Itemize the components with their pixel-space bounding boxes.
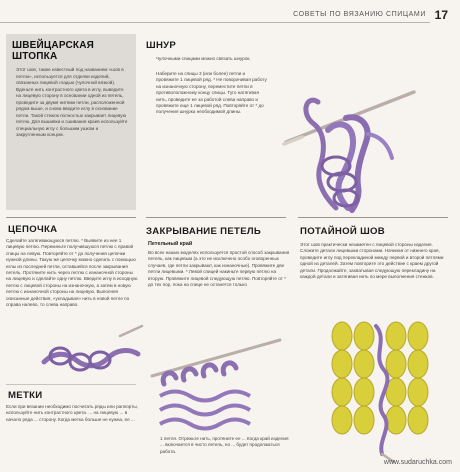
chain-text: Сделайте затягивающуюся петлю. * Выявите из нее 1 лицевую петлю. Перекиньте получившуюся петлю с правой спицы на левую. Повторяйте от * до получения цепочки нужной длины. Такую же цепочку можно сделать с помощью иглы из последней петли, оставшейся после закрывания петель. Протяните нить через петлю с изнаночной стороны на лицевую и сделайте одну петлю. Введите иглу в исходную петлю с лицевой стороны на изнаночную, а затем в новую петлю с изнаночной стороны на лицевую. Выполняя описанные действия, «укладывая» нить в новой петле по справа налево, то слева направо.: [6, 238, 138, 308]
binding-off-text-bottom: 1 петля. Отрежьте нить, протяните ее ... Когда край изделия ... включается в чисто петель, но ... будет продолжаться работа.: [160, 436, 289, 454]
cord-intro: Чулочными спицами можно связать шнурок.: [156, 56, 251, 61]
cord-title: ШНУР: [146, 40, 177, 51]
page-number: 17: [434, 8, 448, 22]
section-rule: [298, 217, 448, 218]
swiss-darn-box: [6, 34, 136, 210]
swiss-darn-text: Этот шов, также известный под названием «шов в петлю», используется для отделки изделий, связанных лицевой гладью (чулочной вязкой). Вденьте нить контрастного цвета в иглу, выведите на лицевую сторону в основании одной из петель, проведите за двумя нитями петли, расположенной рядом выше, и снова введите иглу в основание петли. Такой стежок полностью закрывает лицевую петлю. Для вышивки и сшивания краев используйте специальную иглу с большим ушком и закругленным концом.: [16, 67, 128, 137]
section-rule: [146, 217, 286, 218]
markers-title: МЕТКИ: [8, 390, 43, 401]
chain-illustration: [36, 322, 146, 382]
running-header: СОВЕТЫ ПО ВЯЗАНИЮ СПИЦАМИ: [293, 11, 426, 18]
mattress-stitch-illustration: [318, 316, 448, 466]
mattress-stitch-title: ПОТАЙНОЙ ШОВ: [300, 226, 386, 237]
chain-title: ЦЕПОЧКА: [8, 224, 58, 235]
swiss-darn-title: ШВЕЙЦАРСКАЯ ШТОПКА: [12, 40, 95, 62]
cord-text: Наберите на спицы 3 (или более) петли и провяжите 1 лицевой ряд. * Не поворачивая работу на изнаночную сторону, переместите петли в противоположному концу спицы. Туго натягивая нить, проведите ее за работой слева направо и провяжите еще 1 лицевой ряд. Повторяйте от * до получения шнурка необходимой длины.: [156, 71, 267, 115]
cord-illustration: [276, 74, 426, 214]
mattress-stitch-text: Этот шов практически незаметен с лицевой стороны изделия. Сложите детали лицевыми сторонами. Начиная от нижнего края, проведите иглу под перекладиной между первой и второй петлями одной из деталей. Затем повторите это действие с краем другой детали. Продолжайте, захватывая следующую перекладину на каждой детали и затягивая нить по мере выполнения стежков.: [300, 242, 444, 280]
binding-off-text: Во всех наших моделях используется простой способ закрывания петель, как лицевым (а это не исключено особо оговоренных случаев, где петли закрывают, как изнаночные). Провяжите две петли лицевыми. * Левой спицей накиньте первую петлю на вторую. Провяжите лицевой следующую петлю. Повторяйте от * до тех пор, пока на спице не останется только: [148, 250, 290, 288]
markers-text: Если при вязании необходимо посчитать ряды или раппорты, используйте нить контрастного цвета. ... на лицевую ... в начало ряда ... сторону. Когда метка больше не нужна, ее ...: [6, 404, 138, 422]
binding-off-illustration: [150, 334, 290, 434]
section-rule: [6, 384, 136, 385]
header-rule: [0, 22, 430, 23]
binding-off-title: ЗАКРЫВАНИЕ ПЕТЕЛЬ: [146, 226, 262, 237]
binding-off-subtitle: Петельный край: [148, 241, 193, 247]
watermark: www.sudaruchka.com: [383, 459, 452, 466]
section-rule: [6, 217, 136, 218]
